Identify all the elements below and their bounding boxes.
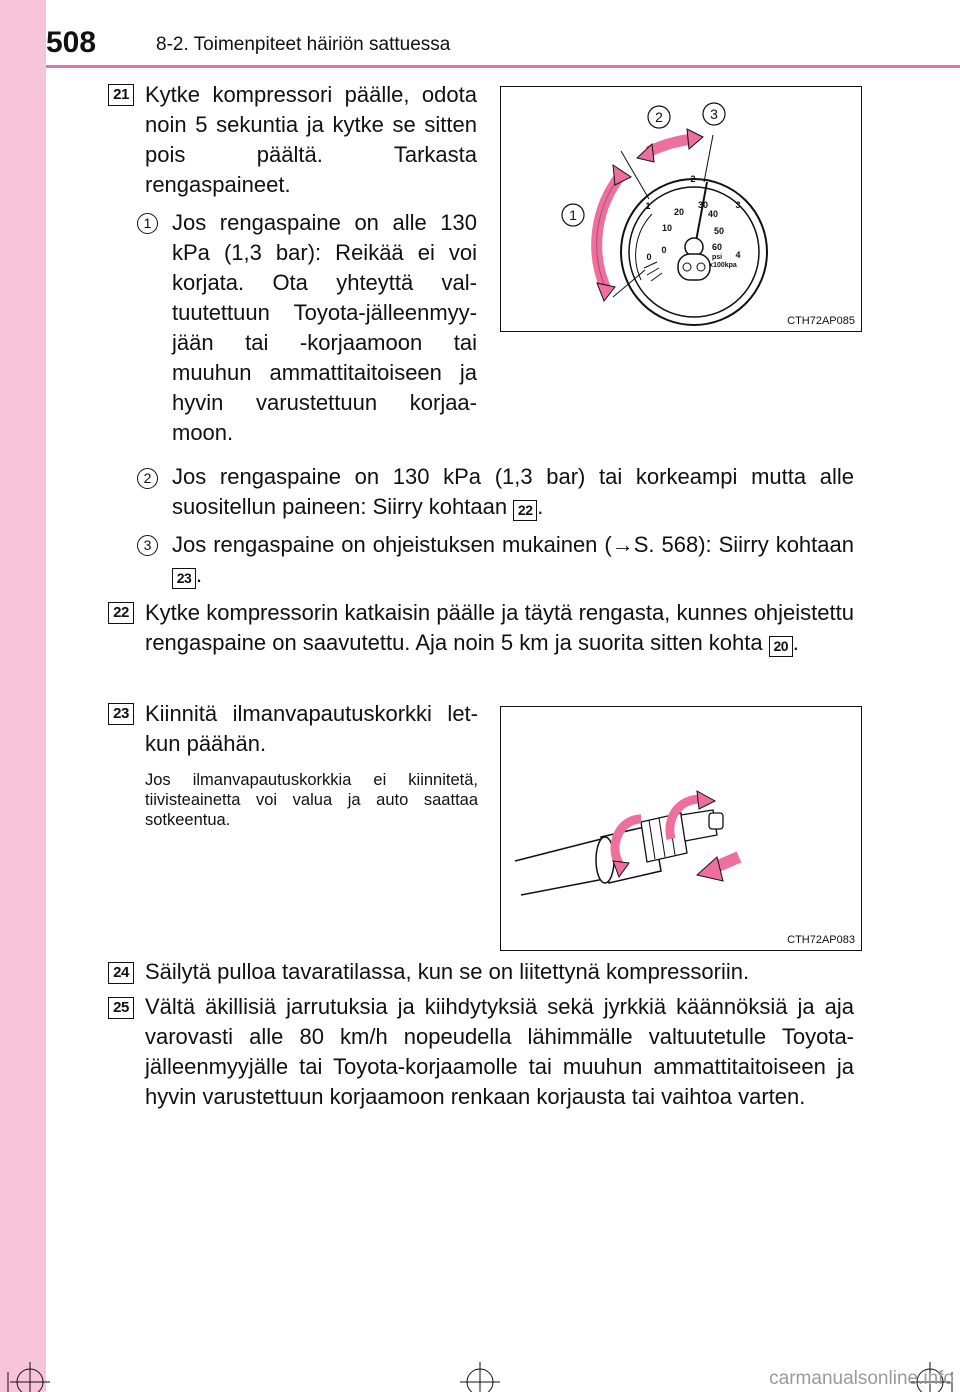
arrow-icon: → <box>611 532 634 557</box>
gauge-inner-tick: 60 <box>711 242 723 252</box>
sub-1-text: Jos rengaspaine on alle 130 kPa (1,3 bar): Reikää ei voi korjata. Ota yhteyttä valtuutettuun Toyota-jälleenmyyjään tai -korjaamoon tai muuhun ammattitaitoiseen ja hyvin varustettuun korjaamoon. <box>172 210 477 445</box>
step-21-text: Kytke kompressori päälle, odota noin 5 sekuntia ja kytke se sitten pois päältä. Tarkasta rengaspaineet. <box>145 82 477 197</box>
step-number-24: 24 <box>108 962 134 984</box>
sub-2-body: Jos rengaspaine on 130 kPa (1,3 bar) tai korkeampi mutta alle suositellun paineen: Siirry kohtaan <box>172 464 854 519</box>
sub-3-end: . <box>196 562 203 587</box>
step-24-text: Säilytä pulloa tavaratilassa, kun se on liitettynä kompressoriin. <box>145 959 750 984</box>
figure-code: CTH72AP085 <box>787 315 855 327</box>
gauge-inner-tick: 30 <box>697 200 709 210</box>
chapter-title: 8-2. Toimenpiteet häiriön sattuessa <box>156 34 451 55</box>
step-number-22: 22 <box>108 602 134 624</box>
step-number-21: 21 <box>108 84 134 106</box>
step-ref-23[interactable]: 23 <box>172 568 196 589</box>
sub-number-2: 2 <box>137 468 158 489</box>
step-ref-20[interactable]: 20 <box>769 636 793 657</box>
step-22-text <box>145 598 854 658</box>
hose-cap-illustration <box>501 707 861 950</box>
gauge-inner-tick: 50 <box>713 226 725 236</box>
gauge-outer-tick: 1 <box>645 201 651 211</box>
gauge-inner-tick: 0 <box>661 245 667 255</box>
figure-code: CTH72AP083 <box>787 934 855 946</box>
page-header <box>46 0 960 70</box>
step-number-25: 25 <box>108 997 134 1019</box>
gauge-outer-tick: 2 <box>690 174 696 184</box>
step-25-text: Vältä äkillisiä jarrutuksia ja kiihdytyksiä sekä jyrkkiä käännöksiä ja aja varovasti alle 80 km/h nopeudella lähimmälle valtuutetulle Toyota-jälleenmyyjälle tai Toyota-korjaamolle tai muuhun ammattitaitoiseen ja hyvin varustettuun korjaamoon renkaan korjausta tai vaihtoa varten. <box>145 994 854 1109</box>
gauge-unit-psi: psi <box>711 254 723 261</box>
gauge-callout-1: 1 <box>569 207 577 223</box>
step-22-body: Kytke kompressorin katkaisin päälle ja täytä rengasta, kunnes ohjeistettu rengaspaine on saavutettu. Aja noin 5 km ja suorita sitten kohta <box>145 600 854 655</box>
gauge-figure <box>500 86 862 332</box>
gauge-unit-kpa: x100kpa <box>709 262 737 269</box>
sub-3-body-a: Jos rengaspaine on ohjeistuksen mukainen ( <box>172 532 612 557</box>
sub-2-text <box>172 462 854 522</box>
step-22-end: . <box>792 630 799 655</box>
gauge-inner-tick: 20 <box>673 207 685 217</box>
gauge-outer-tick: 4 <box>735 250 741 260</box>
step-23-text: Kiinnitä ilmanvapautuskorkki letkun päähän. <box>145 701 478 756</box>
step-23-note: Jos ilmanvapautuskorkkia ei kiinnitetä, tiivisteainetta voi valua ja auto saattaa sotkeentua. <box>145 771 478 829</box>
sub-3-text <box>172 530 854 590</box>
page-number: 508 <box>46 26 97 59</box>
watermark: carmanualsonline.info <box>769 1368 954 1389</box>
step-ref-22[interactable]: 22 <box>513 500 537 521</box>
header-rule <box>46 65 960 68</box>
sub-number-1: 1 <box>137 213 158 234</box>
gauge-callout-2: 2 <box>655 109 663 125</box>
sub-number-3: 3 <box>137 535 158 556</box>
gauge-callout-3: 3 <box>710 106 718 122</box>
chapter-color-band <box>0 0 46 1392</box>
hose-cap-figure <box>500 706 862 951</box>
pressure-gauge-illustration <box>501 87 861 331</box>
gauge-inner-tick: 10 <box>661 223 673 233</box>
sub-2-end: . <box>537 494 544 519</box>
gauge-inner-tick: 40 <box>707 209 719 219</box>
gauge-zero: 0 <box>646 252 652 262</box>
sub-3-body-b[interactable]: S. 568): Siirry kohtaan <box>633 532 854 557</box>
step-number-23: 23 <box>108 703 134 725</box>
gauge-outer-tick: 3 <box>735 200 741 210</box>
